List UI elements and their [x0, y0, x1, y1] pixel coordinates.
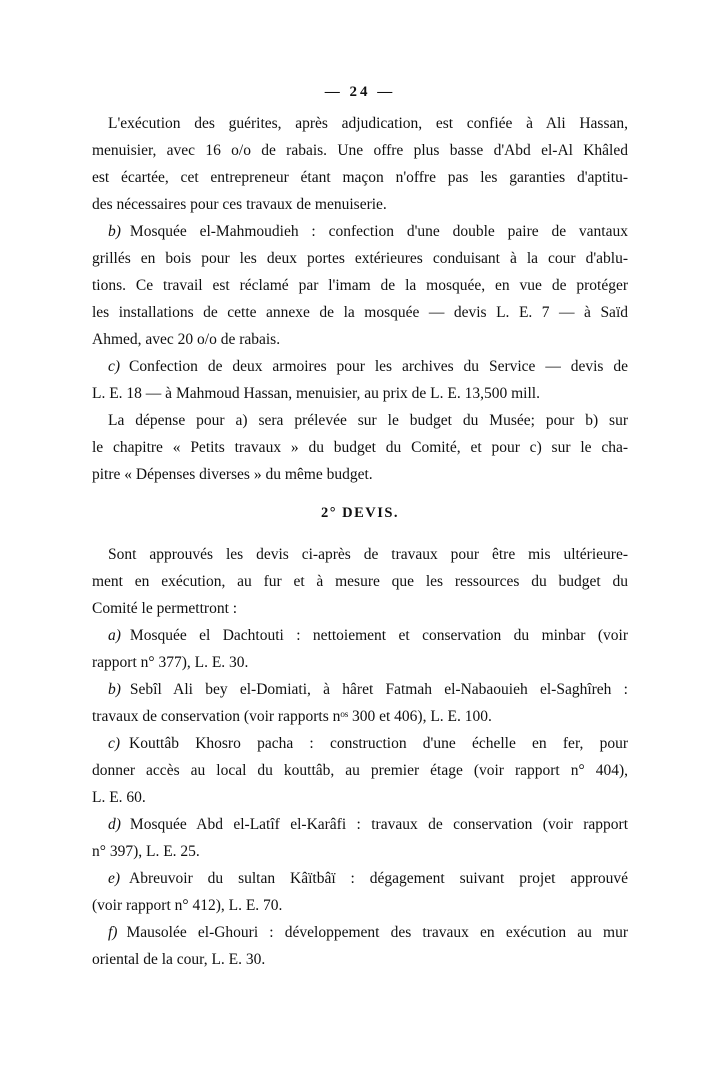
item-marker: a) — [108, 627, 121, 644]
text-line — [92, 622, 628, 649]
text-line: Sont approuvés les devis ci-après de travaux pour être mis ultérieure- — [108, 546, 628, 563]
paragraph — [92, 622, 628, 676]
text-line: oriental de la cour, L. E. 30. — [92, 951, 266, 968]
text-line: rapport n° 377), L. E. 30. — [92, 654, 249, 671]
item-marker: b) — [108, 681, 121, 698]
text-line: (voir rapport n° 412), L. E. 70. — [92, 897, 283, 914]
text-line — [92, 919, 628, 946]
text-line: grillés en bois pour les deux portes extérieures conduisant à la cour d'ablu- — [92, 250, 628, 267]
line-text: Abreuvoir du sultan Kâïtbâï : dégagement suivant projet approuvé — [129, 870, 628, 887]
item-marker: c) — [108, 358, 121, 375]
text-line: des nécessaires pour ces travaux de menuiserie. — [92, 196, 387, 213]
line-text: Mosquée Abd el-Latîf el-Karâfi : travaux de conservation (voir rapport — [129, 816, 628, 833]
item-marker: c) — [108, 735, 121, 752]
text-line — [92, 353, 628, 380]
text-line: n° 397), L. E. 25. — [92, 843, 200, 860]
page-number: — 24 — — [324, 84, 396, 100]
paragraph — [92, 353, 628, 407]
item-marker: f) — [108, 924, 118, 941]
text-line — [92, 730, 628, 757]
text-line: menuisier, avec 16 o/o de rabais. Une offre plus basse d'Abd el-Al Khâled — [92, 142, 628, 159]
paragraph — [92, 811, 628, 865]
text-line: Comité le permettront : — [92, 600, 238, 617]
line-text: Confection de deux armoires pour les archives du Service — devis de — [129, 358, 628, 375]
text-line: pitre « Dépenses diverses » du même budget. — [92, 466, 373, 483]
section-heading: 2° DEVIS. — [320, 505, 400, 521]
text-line: travaux de conservation (voir rapports nᵒˢ 300 et 406), L. E. 100. — [92, 708, 492, 725]
line-text: Sebîl Ali bey el-Domiati, à hâret Fatmah el-Nabaouieh el-Saghîreh : — [129, 681, 628, 698]
paragraph — [92, 218, 628, 353]
text-line: Ahmed, avec 20 o/o de rabais. — [92, 331, 281, 348]
paragraph — [92, 865, 628, 919]
page-body — [92, 110, 628, 973]
paragraph — [92, 676, 628, 730]
text-line: L. E. 60. — [92, 789, 146, 806]
text-line: donner accès au local du kouttâb, au premier étage (voir rapport n° 404), — [92, 762, 628, 779]
paragraph — [92, 730, 628, 811]
text-line — [92, 218, 628, 245]
item-marker: e) — [108, 870, 121, 887]
text-line: les installations de cette annexe de la mosquée — devis L. E. 7 — à Saïd — [92, 304, 628, 321]
item-marker: d) — [108, 816, 121, 833]
paragraph — [92, 110, 628, 218]
line-text: Mosquée el-Mahmoudieh : confection d'une double paire de vantaux — [129, 223, 628, 240]
text-line: L. E. 18 — à Mahmoud Hassan, menuisier, au prix de L. E. 13,500 mill. — [92, 385, 540, 402]
text-line — [92, 676, 628, 703]
text-line — [92, 811, 628, 838]
text-line: le chapitre « Petits travaux » du budget du Comité, et pour c) sur le cha- — [92, 439, 628, 456]
text-line: tions. Ce travail est réclamé par l'imam de la mosquée, en vue de protéger — [92, 277, 628, 294]
line-text: Kouttâb Khosro pacha : construction d'une échelle en fer, pour — [129, 735, 628, 752]
paragraph — [92, 407, 628, 488]
line-text: Mosquée el Dachtouti : nettoiement et conservation du minbar (voir — [129, 627, 628, 644]
line-text: Mausolée el-Ghouri : développement des travaux en exécution au mur — [126, 924, 628, 941]
paragraph — [92, 919, 628, 973]
paragraph — [92, 541, 628, 622]
text-line: est écartée, cet entrepreneur étant maçon n'offre pas les garanties d'aptitu- — [92, 169, 628, 186]
text-line: L'exécution des guérites, après adjudication, est confiée à Ali Hassan, — [108, 115, 628, 132]
text-line — [92, 865, 628, 892]
text-line: ment en exécution, au fur et à mesure que les ressources du budget du — [92, 573, 628, 590]
text-line: La dépense pour a) sera prélevée sur le budget du Musée; pour b) sur — [108, 412, 628, 429]
item-marker: b) — [108, 223, 121, 240]
